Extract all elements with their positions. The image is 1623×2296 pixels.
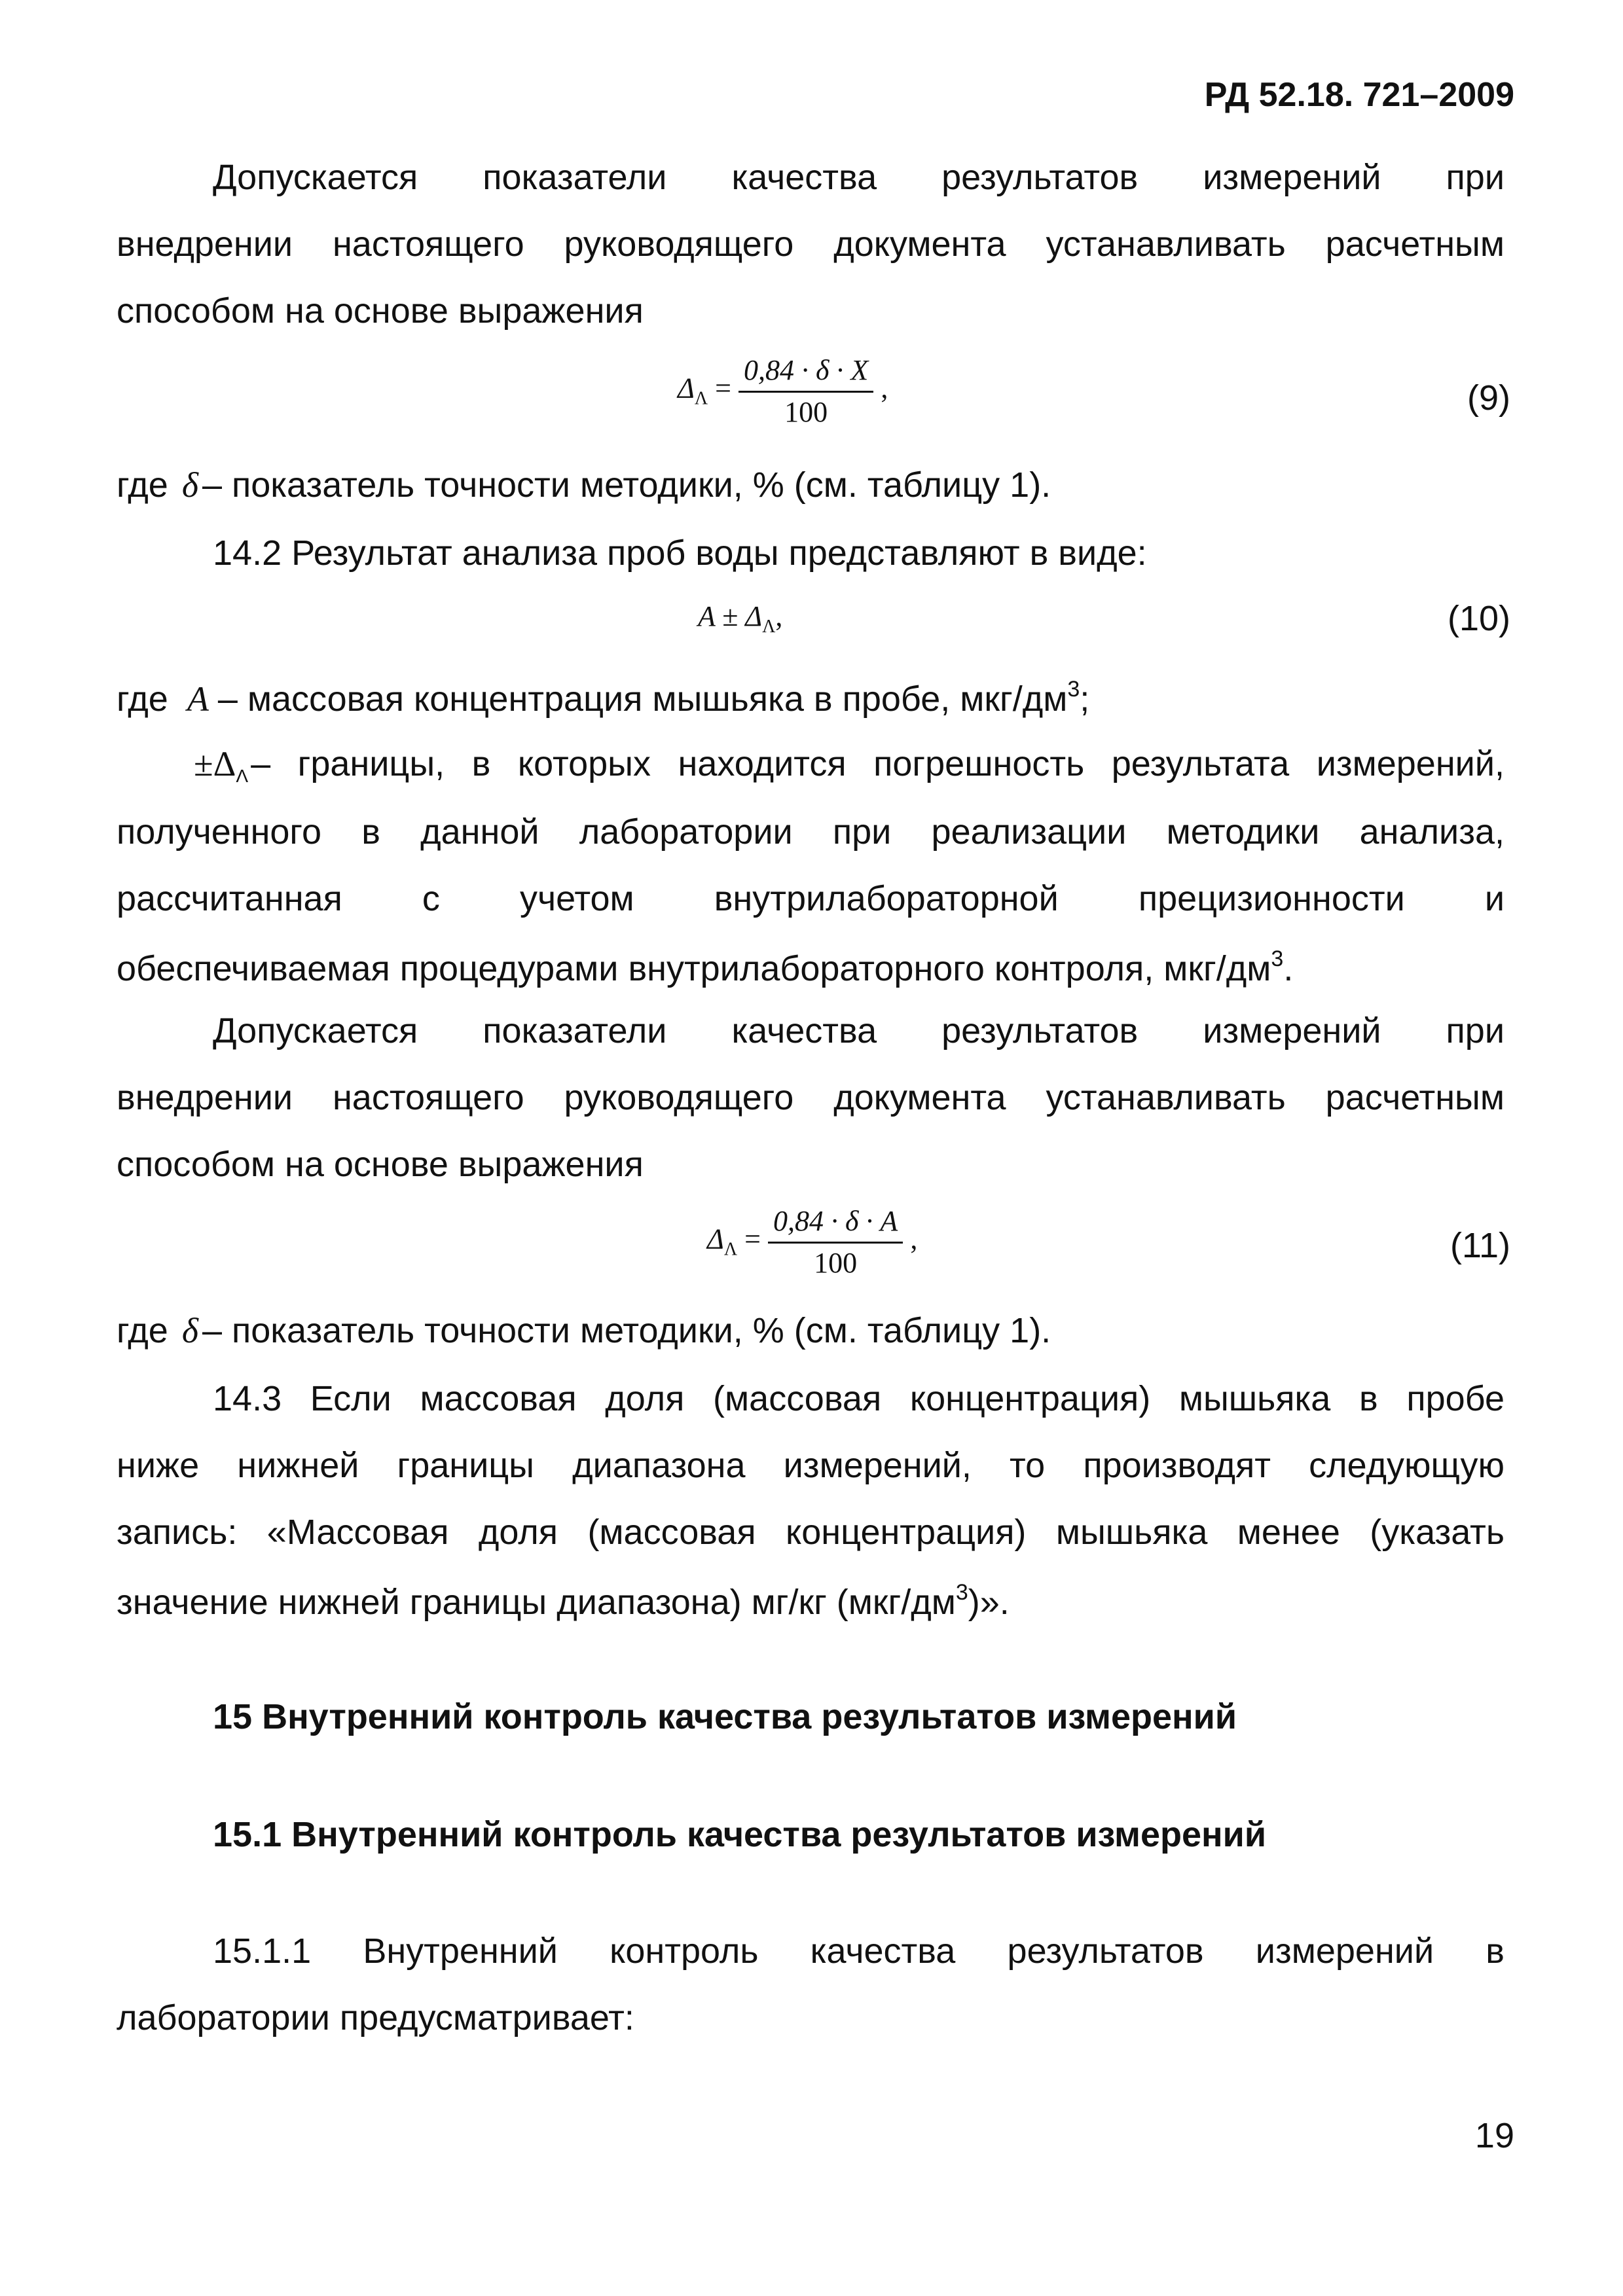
clause-14-3-text4: значение нижней границы диапазона) мг/кг (мкг/дм (117, 1583, 956, 1622)
where11-line (117, 1313, 1504, 1348)
where10-line (117, 678, 1504, 717)
clause-14-3-line2: ниже нижней границы диапазона измерений, то производят следующую (117, 1446, 1504, 1485)
eq9-lhs-sub: Λ (694, 388, 708, 409)
clause-14-3-line3: запись: «Массовая доля (массовая концентрация) мышьяка менее (указать (117, 1513, 1504, 1552)
where10-prefix: где (117, 679, 168, 719)
eq11-number: (11) (1450, 1226, 1510, 1265)
clause-14-2: 14.2 Результат анализа проб воды представляют в виде: (213, 533, 1147, 573)
eq11-equals: = (744, 1223, 761, 1255)
bounds-sup: 3 (1271, 946, 1284, 971)
eq11-numerator: 0,84 · δ · A (768, 1204, 903, 1244)
bounds-text1: – границы, в которых находится погрешность результата измерений, (251, 744, 1504, 783)
where11-prefix: где (117, 1311, 168, 1350)
bounds-text4: обеспечиваемая процедурами внутрилабораторного контроля, мкг/дм (117, 949, 1271, 988)
eq9-trail: , (881, 372, 888, 404)
a-symbol: A (187, 679, 209, 719)
bounds-line2: полученного в данной лаборатории при реализации методики анализа, (117, 812, 1504, 852)
para2-line3: способом на основе выражения (117, 1145, 644, 1184)
where10-end: ; (1080, 679, 1090, 719)
delta-symbol: δ (181, 1311, 198, 1350)
para2-line2: внедрении настоящего руководящего документа устанавливать расчетным (117, 1078, 1504, 1117)
eq9-lhs: Δ (678, 372, 695, 404)
where9-line (117, 467, 1504, 503)
para2-line1: Допускается показатели качества результатов измерений при (213, 1011, 1504, 1050)
section-15-1-heading: 15.1 Внутренний контроль качества результатов измерений (213, 1815, 1267, 1854)
document-code: РД 52.18. 721–2009 (1204, 76, 1514, 114)
eq10-expr: A ± Δ (698, 600, 763, 632)
eq10-sub: Λ (762, 617, 776, 637)
eq11-lhs: Δ (707, 1223, 724, 1255)
eq11-denominator: 100 (814, 1247, 858, 1279)
where9-prefix: где (117, 465, 168, 505)
where10-sup: 3 (1067, 677, 1080, 702)
para1-line1: Допускается показатели качества результатов измерений при (213, 158, 1504, 197)
bounds-line1 (194, 746, 1504, 785)
section-15-heading: 15 Внутренний контроль качества результатов измерений (213, 1697, 1237, 1736)
where9-text: – показатель точности методики, % (см. таблицу 1). (202, 465, 1051, 505)
bounds-end: . (1283, 949, 1294, 988)
eq9-number: (9) (1467, 378, 1510, 418)
equation-10 (698, 600, 782, 637)
equation-11 (707, 1204, 917, 1280)
clause-14-3-line4 (117, 1581, 1504, 1620)
clause-14-3-sup: 3 (955, 1580, 968, 1605)
page-number: 19 (1474, 2116, 1514, 2155)
where11-text: – показатель точности методики, % (см. таблицу 1). (202, 1311, 1051, 1350)
para1-line2: внедрении настоящего руководящего документа устанавливать расчетным (117, 224, 1504, 264)
eq9-equals: = (715, 372, 731, 404)
eq11-lhs-sub: Λ (723, 1239, 738, 1260)
eq10-number: (10) (1447, 599, 1510, 638)
where10-text: – массовая концентрация мышьяка в пробе, мкг/дм (217, 679, 1068, 719)
clause-15-1-1-line2: лаборатории предусматривает: (117, 1998, 634, 2037)
eq11-trail: , (910, 1223, 918, 1255)
bounds-line4 (117, 948, 1504, 986)
eq10-trail: , (775, 600, 783, 632)
clause-14-3-end: )». (968, 1583, 1010, 1622)
equation-9 (678, 353, 888, 429)
eq11-fraction (768, 1204, 903, 1280)
delta-symbol: δ (181, 465, 198, 505)
clause-15-1-1-line1: 15.1.1 Внутренний контроль качества результатов измерений в (213, 1931, 1504, 1971)
eq9-fraction (739, 353, 873, 429)
eq9-denominator: 100 (784, 396, 828, 428)
bounds-line3: рассчитанная с учетом внутрилабораторной прецизионности и (117, 879, 1504, 918)
para1-line3: способом на основе выражения (117, 291, 644, 331)
bounds-symbol: $\pm\Delta_\Lambda$ (194, 744, 249, 786)
clause-14-3-line1: 14.3 Если массовая доля (массовая концентрация) мышьяка в пробе (213, 1379, 1504, 1418)
eq9-numerator: 0,84 · δ · X (739, 353, 873, 393)
